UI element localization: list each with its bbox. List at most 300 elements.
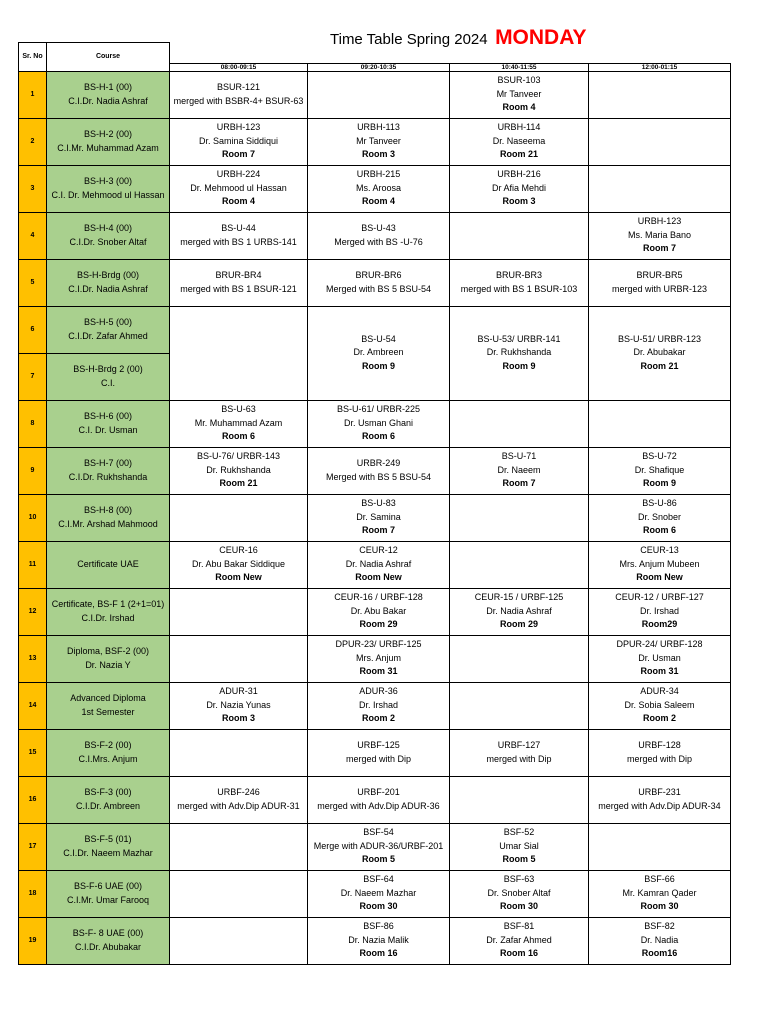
cell-line: BSF-63 [503, 874, 535, 885]
course-line: BS-H-4 (00) [83, 223, 132, 233]
cell-line: BS-U-43 [361, 223, 396, 233]
cell-line: URBH-224 [216, 169, 261, 180]
schedule-cell [450, 917, 589, 964]
schedule-cell [589, 306, 731, 400]
schedule-cell [589, 682, 731, 729]
course-cell [47, 682, 170, 729]
course-line: Certificate, BS-F 1 (2+1=01) [51, 599, 165, 609]
schedule-cell [170, 729, 308, 776]
course-cell [47, 729, 170, 776]
cell-line: BS-U-83 [361, 498, 396, 509]
course-line: C.I.Dr. Zafar Ahmed [68, 330, 148, 341]
cell-line: ADUR-31 [219, 686, 258, 697]
course-cell [47, 776, 170, 823]
course-line: BS-H-Brdg 2 (00) [73, 364, 143, 374]
schedule-cell [170, 306, 308, 400]
cell-line: Room 30 [640, 901, 679, 912]
header-row [19, 43, 731, 64]
cell-line: BRUR-BR5 [636, 270, 683, 280]
cell-line: Room29 [641, 619, 678, 630]
title-day: MONDAY [495, 26, 587, 49]
row-number: 19 [19, 917, 47, 964]
cell-line: Room 21 [640, 360, 679, 371]
course-line: C.I.Mr. Arshad Mahmood [58, 518, 158, 529]
table-row [19, 212, 731, 259]
row-number: 8 [19, 400, 47, 447]
schedule-cell [450, 823, 589, 870]
table-row [19, 494, 731, 541]
schedule-cell [170, 917, 308, 964]
course-cell [47, 306, 170, 353]
cell-line: Dr. Samina Siddiqui [198, 135, 279, 146]
cell-line: URBF-246 [217, 787, 260, 797]
course-line: C.I.Dr. Nadia Ashraf [68, 283, 148, 294]
row-number: 13 [19, 635, 47, 682]
course-line: C.I.Dr. Ambreen [75, 800, 141, 811]
cell-line: CEUR-12 [359, 545, 398, 556]
cell-line: merged with Dip [626, 753, 693, 764]
schedule-cell [589, 635, 731, 682]
cell-line: merged with URBR-123 [611, 283, 708, 294]
cell-line: Room 2 [642, 713, 676, 724]
cell-line: Dr. Naeem [497, 464, 541, 475]
cell-line: Room 5 [502, 854, 536, 865]
cell-line: BRUR-BR4 [215, 270, 262, 280]
course-line: 1st Semester [81, 706, 135, 717]
schedule-cell [589, 259, 731, 306]
cell-line: Dr. Irshad [358, 699, 398, 710]
cell-line: Dr. Nadia Ashraf [345, 558, 412, 569]
course-cell [47, 400, 170, 447]
cell-line: Dr. Sobia Saleem [624, 699, 695, 710]
cell-line: Dr. Usman Ghani [343, 417, 414, 428]
schedule-cell [450, 71, 589, 118]
cell-line: Room 9 [642, 478, 676, 489]
cell-line: DPUR-23/ URBF-125 [335, 639, 422, 650]
schedule-cell [308, 71, 450, 118]
cell-line: BS-U-72 [642, 451, 677, 462]
cell-line: Dr. Ambreen [353, 347, 404, 358]
cell-line: Room 6 [221, 431, 255, 442]
cell-line: URBF-128 [638, 740, 681, 750]
cell-line: Room 7 [642, 243, 676, 254]
schedule-cell [589, 71, 731, 118]
course-line: C.I. Dr. Mehmood ul Hassan [51, 189, 165, 200]
cell-line: Room 21 [499, 149, 538, 160]
schedule-cell [308, 494, 450, 541]
cell-line: merged with BS 1 BSUR-103 [460, 283, 578, 294]
schedule-cell [589, 917, 731, 964]
row-number: 16 [19, 776, 47, 823]
cell-line: BSF-86 [363, 921, 394, 932]
cell-line: BSF-81 [503, 921, 535, 932]
schedule-cell [308, 823, 450, 870]
cell-line: Room 6 [642, 525, 676, 536]
cell-line: DPUR-24/ URBF-128 [616, 639, 703, 650]
schedule-cell [450, 259, 589, 306]
course-line: Advanced Diploma [70, 693, 146, 703]
row-number: 3 [19, 165, 47, 212]
schedule-cell [450, 541, 589, 588]
cell-line: merged with Adv.Dip ADUR-31 [177, 800, 300, 811]
cell-line: Dr. Nadia [640, 934, 679, 945]
cell-line: Room 31 [640, 666, 679, 677]
table-row [19, 118, 731, 165]
cell-line: URBF-231 [638, 787, 681, 797]
schedule-cell [308, 870, 450, 917]
cell-line: Room 31 [359, 666, 398, 677]
course-cell [47, 259, 170, 306]
table-row [19, 541, 731, 588]
schedule-cell [589, 588, 731, 635]
header-sr-no: Sr. No [19, 43, 47, 72]
table-row [19, 306, 731, 353]
cell-line: Ms. Aroosa [355, 182, 402, 193]
schedule-cell [308, 729, 450, 776]
cell-line: BS-U-53/ URBR-141 [477, 333, 561, 344]
schedule-cell [450, 165, 589, 212]
slot-1: 08:00-09:15 [170, 63, 308, 71]
cell-line: Merge with ADUR-36/URBF-201 [313, 840, 444, 851]
course-cell [47, 118, 170, 165]
cell-line: merged with Adv.Dip ADUR-34 [598, 800, 721, 811]
table-row [19, 776, 731, 823]
cell-line: Room 3 [361, 149, 395, 160]
schedule-cell [450, 776, 589, 823]
schedule-cell [450, 212, 589, 259]
schedule-cell [308, 447, 450, 494]
cell-line: Mr Tanveer [496, 88, 542, 99]
cell-line: Umar Sial [499, 840, 539, 851]
cell-line: merged with Adv.Dip ADUR-36 [317, 800, 440, 811]
schedule-cell [589, 494, 731, 541]
course-line: BS-H-7 (00) [83, 458, 132, 468]
cell-line: BRUR-BR6 [355, 270, 402, 280]
cell-line: BSUR-103 [497, 75, 541, 86]
cell-line: Merged with BS 5 BSU-54 [325, 471, 432, 482]
schedule-cell [589, 118, 731, 165]
cell-line: BSF-64 [363, 874, 394, 885]
schedule-cell [589, 212, 731, 259]
cell-line: BSF-52 [503, 827, 535, 838]
cell-line: URBF-125 [357, 740, 400, 750]
schedule-cell [450, 400, 589, 447]
course-line: Certificate UAE [77, 558, 139, 569]
course-line: BS-F- 8 UAE (00) [72, 928, 144, 938]
course-line: C.I.Dr. Naeem Mazhar [63, 847, 153, 858]
cell-line: BS-U-54 [361, 333, 396, 344]
course-cell [47, 447, 170, 494]
cell-line: Dr. Nazia Malik [348, 934, 409, 945]
course-cell [47, 870, 170, 917]
course-line: C.I.Mr. Umar Farooq [66, 894, 149, 905]
schedule-cell [308, 776, 450, 823]
course-cell [47, 165, 170, 212]
course-cell [47, 212, 170, 259]
schedule-cell [589, 776, 731, 823]
cell-line: BS-U-61/ URBR-225 [336, 404, 421, 415]
cell-line: BSF-66 [644, 874, 675, 885]
cell-line: URBH-114 [497, 122, 541, 133]
cell-line: Dr. Rukhshanda [206, 464, 271, 475]
cell-line: Room 7 [502, 478, 536, 489]
row-number: 9 [19, 447, 47, 494]
cell-line: Dr. Naeem Mazhar [340, 887, 417, 898]
cell-line: Room 29 [359, 619, 398, 630]
cell-line: merged with BS 1 BSUR-121 [180, 283, 297, 294]
cell-line: URBH-123 [216, 122, 261, 133]
table-row [19, 823, 731, 870]
cell-line: Room 30 [359, 901, 398, 912]
schedule-cell [308, 588, 450, 635]
schedule-cell [170, 682, 308, 729]
cell-line: BS-U-44 [221, 223, 256, 233]
schedule-cell [589, 400, 731, 447]
schedule-cell [170, 541, 308, 588]
cell-line: merged with Dip [486, 753, 552, 764]
cell-line: URBF-127 [497, 740, 541, 750]
schedule-cell [450, 682, 589, 729]
timetable-body [19, 43, 731, 965]
row-number: 2 [19, 118, 47, 165]
cell-line: Room 6 [361, 431, 395, 442]
course-line: C.I.Dr. Abubakar [74, 941, 142, 952]
cell-line: Room 21 [219, 478, 258, 489]
cell-line: CEUR-12 / URBF-127 [615, 592, 704, 603]
course-line: BS-H-3 (00) [83, 176, 132, 186]
cell-line: BSF-82 [644, 921, 675, 932]
cell-line: Merged with BS 5 BSU-54 [325, 283, 432, 294]
course-line: C.I. [100, 377, 115, 388]
course-line: C.I.Mrs. Anjum [78, 753, 138, 764]
cell-line: Ms. Maria Bano [627, 229, 692, 240]
cell-line: Room 3 [502, 196, 536, 207]
cell-line: Dr. Usman [638, 652, 681, 663]
schedule-cell [308, 635, 450, 682]
cell-line: Dr. Irshad [639, 605, 679, 616]
schedule-cell [170, 870, 308, 917]
cell-line: Dr. Samina [356, 511, 401, 522]
schedule-cell [589, 729, 731, 776]
course-cell [47, 917, 170, 964]
course-line: BS-F-5 (01) [84, 834, 132, 844]
course-line: Dr. Nazia Y [85, 659, 131, 670]
schedule-cell [170, 635, 308, 682]
cell-line: URBH-123 [637, 216, 682, 227]
schedule-cell [589, 870, 731, 917]
slot-2: 09:20-10:35 [308, 63, 450, 71]
cell-line: URBH-113 [357, 122, 400, 133]
table-row [19, 259, 731, 306]
cell-line: Dr. Naseema [492, 135, 546, 146]
course-line: BS-F-2 (00) [84, 740, 132, 750]
cell-line: Room New [636, 572, 683, 583]
schedule-cell [170, 494, 308, 541]
course-line: C.I.Dr. Snober Altaf [69, 236, 147, 247]
cell-line: Room New [355, 572, 402, 583]
cell-line: CEUR-13 [640, 545, 679, 556]
course-cell [47, 71, 170, 118]
course-cell [47, 823, 170, 870]
cell-line: BRUR-BR3 [495, 270, 542, 280]
schedule-cell [450, 447, 589, 494]
cell-line: Room 7 [221, 149, 255, 160]
row-number: 4 [19, 212, 47, 259]
cell-line: Room 9 [361, 360, 395, 371]
schedule-cell [589, 541, 731, 588]
course-line: BS-H-5 (00) [83, 317, 132, 327]
cell-line: CEUR-16 [219, 545, 258, 556]
schedule-cell [170, 400, 308, 447]
course-line: BS-F-6 UAE (00) [73, 881, 142, 891]
schedule-cell [308, 259, 450, 306]
schedule-cell [308, 400, 450, 447]
course-line: BS-H-6 (00) [83, 411, 132, 421]
schedule-cell [450, 588, 589, 635]
cell-line: Dr. Mehmood ul Hassan [190, 182, 287, 193]
cell-line: Mr. Muhammad Azam [194, 417, 283, 428]
cell-line: Room16 [641, 948, 678, 959]
schedule-cell [170, 823, 308, 870]
cell-line: Dr. Snober Altaf [487, 887, 551, 898]
course-line: BS-H-8 (00) [83, 505, 132, 515]
cell-line: Room 4 [221, 196, 255, 207]
cell-line: Dr. Nazia Yunas [206, 699, 271, 710]
schedule-cell [170, 71, 308, 118]
cell-line: BS-U-63 [221, 404, 256, 415]
course-line: C.I.Mr. Muhammad Azam [57, 142, 159, 153]
cell-line: merged with BS 1 URBS-141 [180, 236, 297, 247]
cell-line: BS-U-51/ URBR-123 [617, 333, 702, 344]
course-line: BS-H-Brdg (00) [76, 270, 139, 280]
cell-line: Mr. Kamran Qader [622, 887, 697, 898]
row-number: 18 [19, 870, 47, 917]
header-course: Course [47, 43, 170, 72]
cell-line: BS-U-86 [642, 498, 677, 509]
schedule-cell [308, 306, 450, 400]
cell-line: BS-U-71 [501, 451, 537, 462]
cell-line: ADUR-36 [359, 686, 398, 697]
course-line: BS-F-3 (00) [84, 787, 132, 797]
cell-line: Room 9 [502, 360, 536, 371]
row-number: 15 [19, 729, 47, 776]
schedule-cell [450, 494, 589, 541]
table-row [19, 635, 731, 682]
cell-line: URBF-201 [357, 787, 400, 797]
cell-line: Dr. Zafar Ahmed [486, 934, 552, 945]
cell-line: CEUR-16 / URBF-128 [334, 592, 423, 603]
cell-line: Dr. Shafique [634, 464, 685, 475]
cell-line: Room 16 [499, 948, 538, 959]
schedule-cell [450, 635, 589, 682]
course-line: C.I. Dr. Usman [78, 424, 138, 435]
cell-line: Room 7 [361, 525, 395, 536]
cell-line: ADUR-34 [640, 686, 679, 697]
course-line: C.I.Dr. Rukhshanda [68, 471, 148, 482]
table-row [19, 447, 731, 494]
schedule-cell [450, 306, 589, 400]
cell-line: merged with Dip [345, 753, 412, 764]
row-number: 7 [19, 353, 47, 400]
cell-line: Room 4 [361, 196, 395, 207]
cell-line: Mr Tanveer [356, 135, 401, 146]
course-line: Diploma, BSF-2 (00) [66, 646, 150, 656]
cell-line: BS-U-76/ URBR-143 [196, 451, 281, 462]
course-cell [47, 494, 170, 541]
cell-line: URBH-216 [497, 169, 541, 180]
row-number: 11 [19, 541, 47, 588]
cell-line: Dr Afia Mehdi [491, 182, 547, 193]
schedule-cell [450, 729, 589, 776]
table-row [19, 870, 731, 917]
cell-line: Room 5 [361, 854, 395, 865]
cell-line: Dr. Abubakar [633, 347, 686, 358]
timetable [18, 42, 731, 965]
cell-line: Dr. Abu Bakar Siddique [191, 558, 286, 569]
table-row [19, 917, 731, 964]
cell-line: Room New [215, 572, 262, 583]
schedule-cell [308, 917, 450, 964]
cell-line: Dr. Snober [637, 511, 682, 522]
cell-line: Merged with BS -U-76 [334, 236, 423, 247]
cell-line: Room 30 [499, 901, 538, 912]
cell-line: BSUR-121 [216, 82, 261, 92]
schedule-cell [170, 259, 308, 306]
schedule-cell [170, 212, 308, 259]
course-line: C.I.Dr. Nadia Ashraf [68, 95, 148, 106]
schedule-cell [170, 165, 308, 212]
table-row [19, 165, 731, 212]
table-row [19, 400, 731, 447]
cell-line: Mrs. Anjum [355, 652, 401, 663]
table-row [19, 682, 731, 729]
table-row [19, 71, 731, 118]
schedule-cell [450, 118, 589, 165]
course-cell [47, 635, 170, 682]
cell-line: Room 16 [359, 948, 398, 959]
course-line: C.I.Dr. Irshad [81, 612, 135, 623]
course-line: BS-H-2 (00) [83, 129, 132, 139]
cell-line: merged with BSBR-4+ BSUR-63 [173, 95, 304, 106]
cell-line: URBR-249 [356, 458, 401, 468]
cell-line: Dr. Rukhshanda [486, 347, 552, 358]
cell-line: BSF-54 [363, 827, 394, 838]
cell-line: Mrs. Anjum Mubeen [619, 558, 700, 569]
schedule-cell [170, 588, 308, 635]
course-cell [47, 353, 170, 400]
cell-line: Dr. Nadia Ashraf [486, 605, 552, 616]
row-number: 1 [19, 71, 47, 118]
schedule-cell [589, 447, 731, 494]
row-number: 12 [19, 588, 47, 635]
schedule-cell [308, 118, 450, 165]
cell-line: Room 29 [499, 619, 538, 630]
row-number: 14 [19, 682, 47, 729]
schedule-cell [450, 870, 589, 917]
table-row [19, 588, 731, 635]
schedule-cell [170, 118, 308, 165]
schedule-cell [308, 541, 450, 588]
row-number: 10 [19, 494, 47, 541]
slot-4: 12:00-01:15 [589, 63, 731, 71]
course-line: BS-H-1 (00) [83, 82, 132, 92]
title-text: Time Table Spring 2024 [330, 31, 488, 48]
schedule-cell [170, 776, 308, 823]
header-spacer [170, 43, 731, 64]
row-number: 17 [19, 823, 47, 870]
cell-line: Room 2 [361, 713, 395, 724]
row-number: 6 [19, 306, 47, 353]
